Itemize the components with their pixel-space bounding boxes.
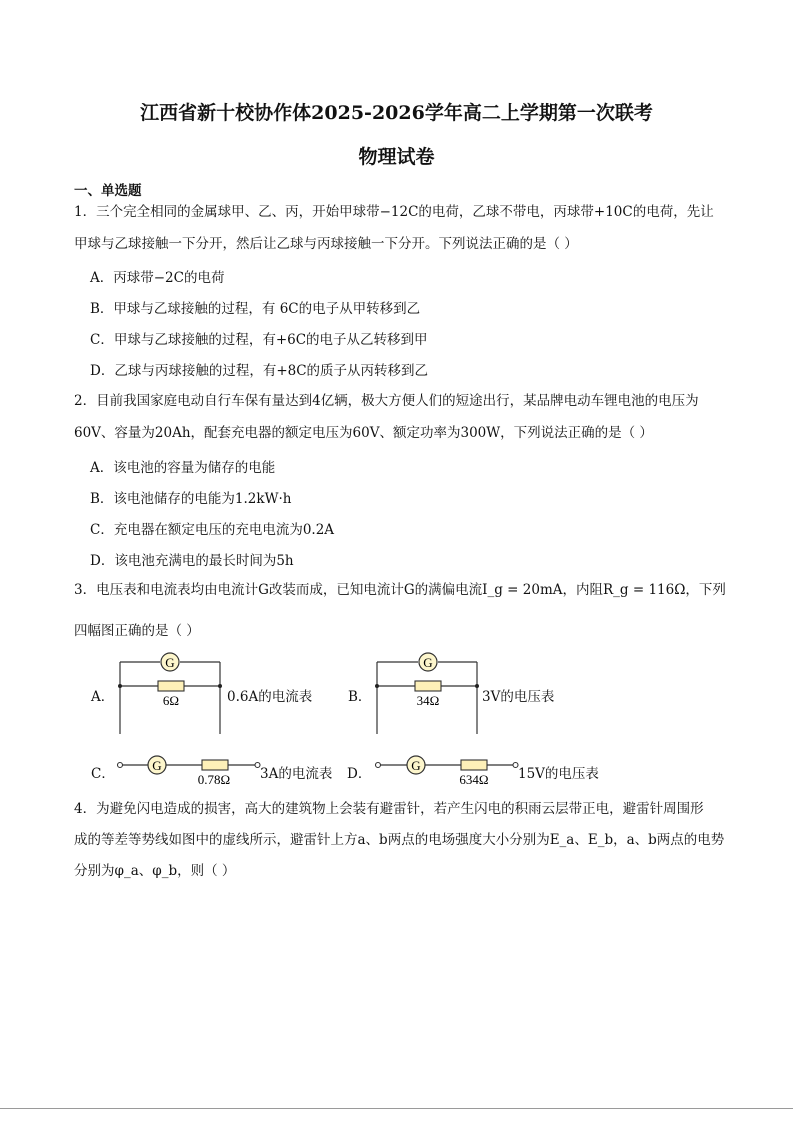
resistor-icon xyxy=(461,760,487,770)
question-3-line-1: 3．电压表和电流表均由电流计G改装而成，已知电流计G的满偏电流I_g = 20mA，内阻R_g = 116Ω，下列 xyxy=(74,582,726,598)
question-4-line-3: 分别为φ_a、φ_b，则（ ） xyxy=(74,863,236,879)
terminal-icon xyxy=(118,763,123,768)
question-2-option-a: A．该电池的容量为储存的电能 xyxy=(90,460,276,476)
figure-d-label: D． xyxy=(347,766,372,782)
terminal-icon xyxy=(376,763,381,768)
resistor-value: 0.78Ω xyxy=(197,772,231,787)
resistor-icon xyxy=(415,681,441,691)
figure-a-description: 0.6A的电流表 xyxy=(227,689,313,705)
section-heading: 一、单选题 xyxy=(74,183,142,199)
question-4-line-1: 4．为避免闪电造成的损害，高大的建筑物上会装有避雷针，若产生闪电的积雨云层带正电，避雷针周围形 xyxy=(74,801,704,817)
galvanometer-letter: G xyxy=(423,655,433,670)
exam-subtitle: 物理试卷 xyxy=(358,146,435,168)
question-3-line-2: 四幅图正确的是（ ） xyxy=(74,623,200,639)
question-1-option-c: C．甲球与乙球接触的过程，有+6C的电子从乙转移到甲 xyxy=(90,332,428,348)
circuit-figure-b xyxy=(367,648,487,738)
circuit-figure-d xyxy=(370,752,520,788)
junction-dot xyxy=(218,684,222,688)
resistor-icon xyxy=(158,681,184,691)
question-2-line-2: 60V、容量为20Ah，配套充电器的额定电压为60V、额定功率为300W，下列说法正确的是（ ） xyxy=(74,425,653,441)
resistor-icon xyxy=(202,760,228,770)
figure-b-description: 3V的电压表 xyxy=(482,689,555,705)
circuit-figure-c xyxy=(112,752,262,788)
figure-d-description: 15V的电压表 xyxy=(518,766,599,782)
question-1-line-1: 1．三个完全相同的金属球甲、乙、丙，开始甲球带−12C的电荷，乙球不带电，丙球带+10C的电荷，先让 xyxy=(74,204,714,220)
galvanometer-letter: G xyxy=(411,758,421,773)
exam-title: 江西省新十校协作体2025-2026学年高二上学期第一次联考 xyxy=(140,102,653,124)
page-bottom-rule xyxy=(0,1108,793,1109)
question-2-option-b: B．该电池储存的电能为1.2kW·h xyxy=(90,491,292,507)
figure-c-description: 3A的电流表 xyxy=(260,766,333,782)
figure-c-label: C． xyxy=(91,766,115,782)
question-1-option-a: A．丙球带−2C的电荷 xyxy=(90,270,225,286)
resistor-value: 6Ω xyxy=(162,693,180,708)
junction-dot xyxy=(475,684,479,688)
junction-dot xyxy=(118,684,122,688)
circuit-figure-a xyxy=(110,648,230,738)
question-2-option-d: D．该电池充满电的最长时间为5h xyxy=(90,553,294,569)
question-2-option-c: C．充电器在额定电压的充电电流为0.2A xyxy=(90,522,335,538)
question-1-line-2: 甲球与乙球接触一下分开，然后让乙球与丙球接触一下分开。下列说法正确的是（ ） xyxy=(74,236,578,252)
question-2-line-1: 2．目前我国家庭电动自行车保有量达到4亿辆，极大方便人们的短途出行，某品牌电动车锂电池的电压为 xyxy=(74,393,699,409)
galvanometer-letter: G xyxy=(152,758,162,773)
question-1-option-d: D．乙球与丙球接触的过程，有+8C的质子从丙转移到乙 xyxy=(90,363,429,379)
question-4-line-2: 成的等差等势线如图中的虚线所示，避雷针上方a、b两点的电场强度大小分别为E_a、E_b，a、b两点的电势 xyxy=(74,832,725,848)
resistor-value: 634Ω xyxy=(459,772,489,787)
figure-b-label: B． xyxy=(348,689,372,705)
junction-dot xyxy=(375,684,379,688)
galvanometer-letter: G xyxy=(165,655,175,670)
figure-a-label: A． xyxy=(91,689,115,705)
resistor-value: 34Ω xyxy=(416,693,440,708)
question-1-option-b: B．甲球与乙球接触的过程，有 6C的电子从甲转移到乙 xyxy=(90,301,421,317)
